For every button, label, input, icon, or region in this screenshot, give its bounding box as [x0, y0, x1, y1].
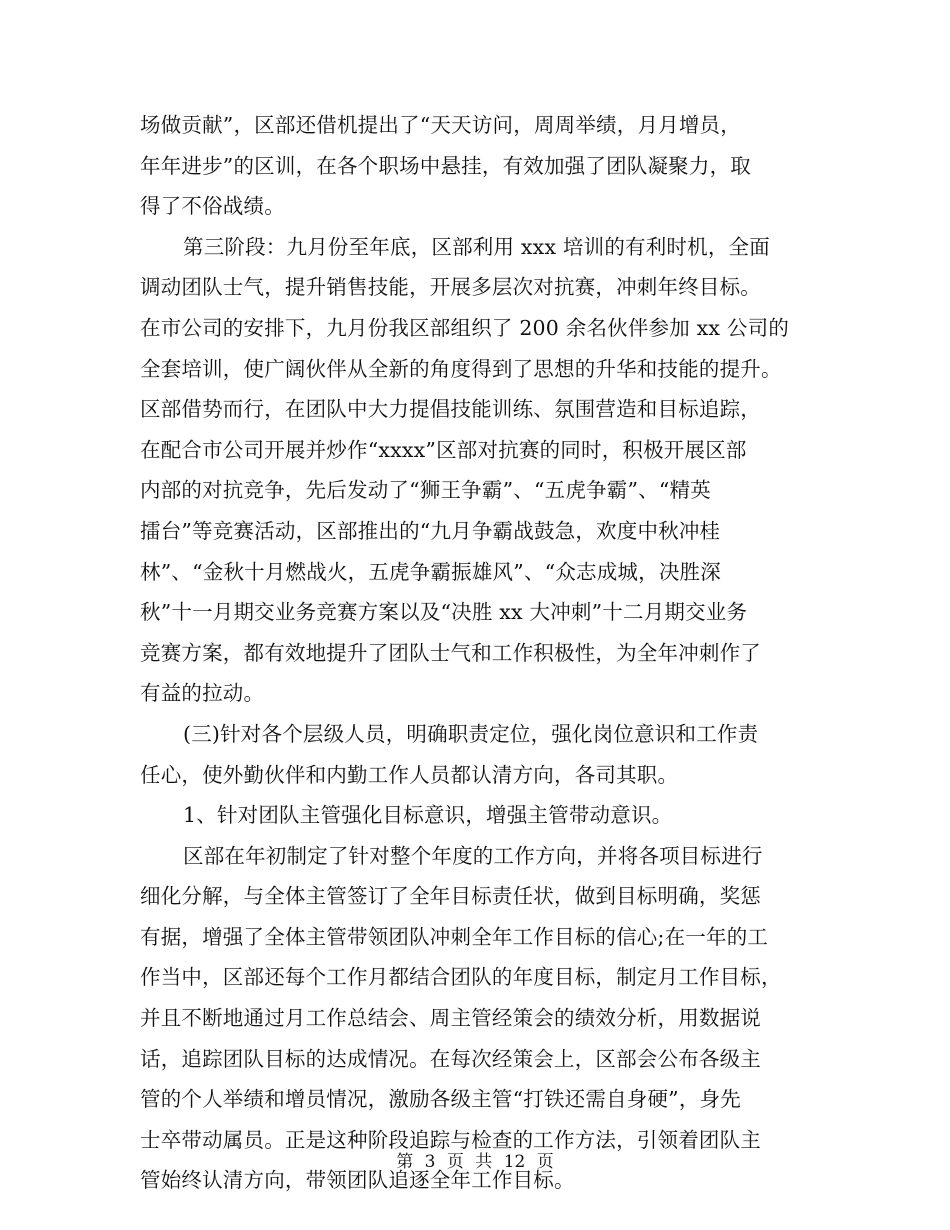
text-line: 管始终认清方向，带领团队追逐全年工作目标。 — [140, 1168, 575, 1193]
text-line: 作当中，区部还每个工作月都结合团队的年度目标，制定月工作目标， — [140, 965, 782, 990]
text-line: 得了不俗战绩。 — [140, 194, 285, 219]
text-line: 管的个人举绩和增员情况，激励各级主管“打铁还需自身硬”，身先 — [140, 1087, 741, 1112]
text-line: 擂台”等竞赛活动，区部推出的“九月争霸战鼓急，欢度中秋冲桂 — [140, 518, 721, 543]
text-line: 调动团队士气，提升销售技能，开展多层次对抗赛，冲刺年终目标。 — [140, 275, 761, 300]
text-line: 竞赛方案，都有效地提升了团队士气和工作积极性，为全年冲刺作了 — [140, 640, 761, 665]
text-line: 在配合市公司开展并炒作“xxxx”区部对抗赛的同时，积极开展区部 — [140, 437, 747, 462]
text-line: 在市公司的安排下，九月份我区部组织了 200 余名伙伴参加 xx 公司的 — [140, 315, 790, 340]
body-text — [140, 105, 810, 1201]
text-line: 有据，增强了全体主管带领团队冲刺全年工作目标的信心;在一年的工 — [140, 924, 769, 949]
text-line: 并且不断地通过月工作总结会、周主管经策会的绩效分析，用数据说 — [140, 1006, 761, 1031]
text-line: 区部借势而行，在团队中大力提倡技能训练、氛围营造和目标追踪， — [140, 397, 761, 422]
text-line: 1、针对团队主管强化目标意识，增强主管带动意识。 — [183, 803, 673, 828]
text-line: 年年进步”的区训，在各个职场中悬挂，有效加强了团队凝聚力，取 — [140, 153, 751, 178]
text-line: 林”、“金秋十月燃战火，五虎争霸振雄风”、“众志成城，决胜深 — [140, 559, 721, 584]
text-line: (三)针对各个层级人员，明确职责定位，强化岗位意识和工作责 — [183, 721, 759, 746]
text-line: 士卒带动属员。正是这种阶段追踪与检查的工作方法，引领着团队主 — [140, 1127, 761, 1152]
text-line: 场做贡献”，区部还借机提出了“天天访问，周周举绩，月月增员， — [140, 113, 741, 137]
page-footer: 第 3 页 共 12 页 — [396, 1152, 554, 1172]
text-line: 任心，使外勤伙伴和内勤工作人员都认清方向，各司其职。 — [140, 762, 679, 787]
text-line: 秋”十一月期交业务竞赛方案以及“决胜 xx 大冲刺”十二月期交业务 — [140, 600, 748, 625]
text-line: 细化分解，与全体主管签订了全年目标责任状，做到目标明确，奖惩 — [140, 884, 761, 909]
text-line: 第三阶段：九月份至年底，区部利用 xxx 培训的有利时机，全面 — [183, 234, 770, 259]
text-line: 区部在年初制定了针对整个年度的工作方向，并将各项目标进行 — [183, 843, 763, 868]
text-line: 全套培训，使广阔伙伴从全新的角度得到了思想的升华和技能的提升。 — [140, 356, 782, 381]
text-line: 话，追踪团队目标的达成情况。在每次经策会上，区部会公布各级主 — [140, 1046, 761, 1071]
text-line: 内部的对抗竞争，先后发动了“狮王争霸”、“五虎争霸”、“精英 — [140, 478, 711, 503]
text-line: 有益的拉动。 — [140, 681, 265, 706]
